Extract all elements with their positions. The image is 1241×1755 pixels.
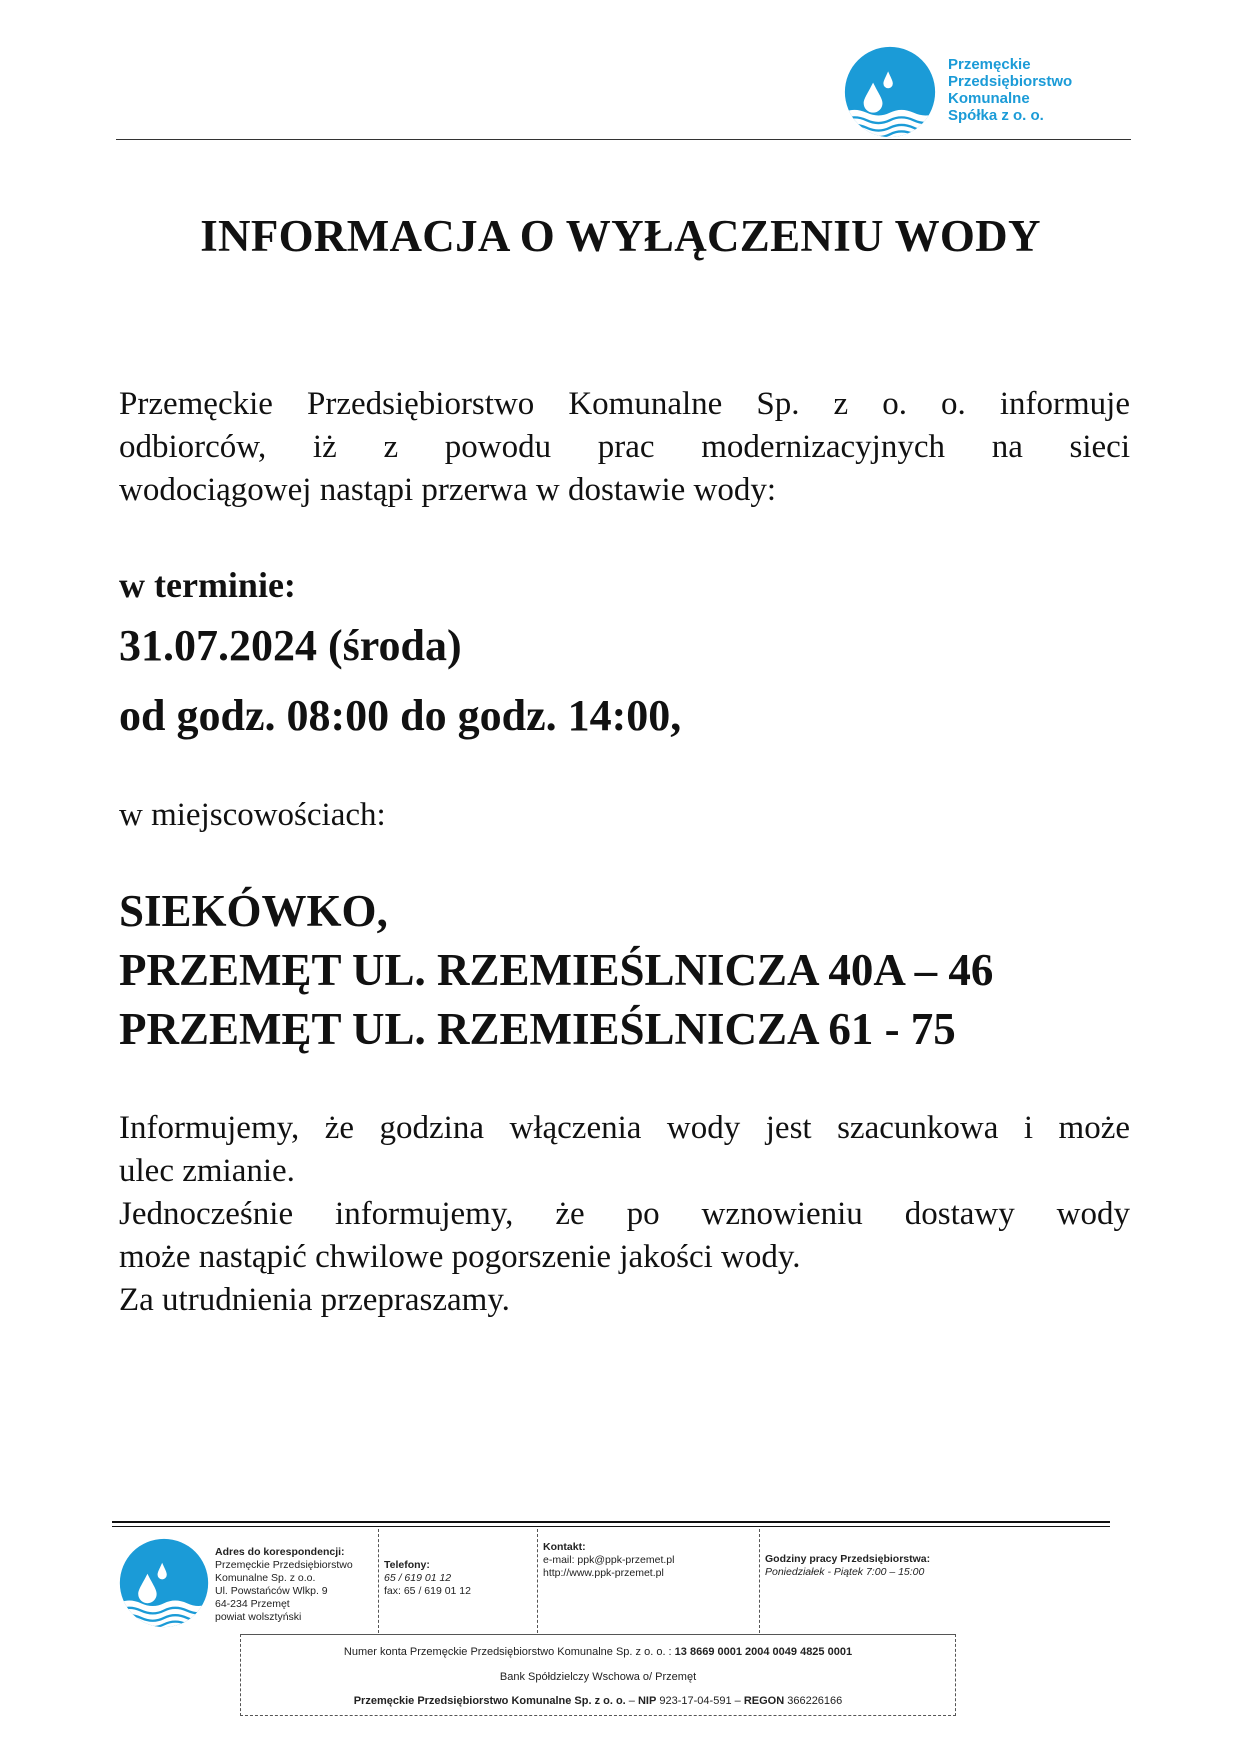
footer-contact (543, 1541, 674, 1580)
footer-separator (378, 1529, 379, 1633)
footer-separator (537, 1529, 538, 1633)
header-divider (116, 139, 1131, 140)
fax-number: fax: 65 / 619 01 12 (384, 1585, 471, 1597)
brand-line: Przemęckie (948, 56, 1031, 73)
nip-value: 923-17-04-591 (659, 1695, 732, 1707)
bank-account-row (241, 1646, 955, 1658)
footer-phones (384, 1559, 471, 1598)
place-item: PRZEMĘT UL. RZEMIEŚLNICZA 61 - 75 (119, 1004, 956, 1054)
outro-line: może nastąpić chwilowe pogorszenie jakości wody. (119, 1239, 801, 1275)
places-list (119, 882, 993, 1059)
bank-info-box (240, 1634, 956, 1716)
company-ids-row: Przemęckie Przedsiębiorstwo Komunalne Sp. z o. o. – NIP 923-17-04-591 – REGON 366226166 (353, 1695, 843, 1707)
contact-heading: Kontakt: (543, 1541, 586, 1553)
footer-hours (765, 1553, 930, 1579)
nip-label: NIP (637, 1695, 657, 1707)
hours-heading: Godziny pracy Przedsiębiorstwa: (765, 1553, 931, 1565)
footer-divider (112, 1521, 1110, 1523)
phone-number: 65 / 619 01 12 (384, 1572, 452, 1584)
contact-email[interactable]: e-mail: ppk@ppk-przemet.pl (543, 1554, 675, 1566)
place-item: PRZEMĘT UL. RZEMIEŚLNICZA 40A – 46 (119, 945, 994, 995)
footer-address (215, 1546, 353, 1624)
regon-value: 366226166 (787, 1695, 843, 1707)
intro-line: Przemęckie Przedsiębiorstwo Komunalne Sp. z o. o. informuje (119, 386, 1130, 422)
company-logo-icon (843, 45, 937, 139)
footer-logo-icon (118, 1537, 210, 1629)
footer-divider-thin (112, 1526, 1110, 1527)
brand-line: Spółka z o. o. (948, 107, 1044, 124)
outro-line: Informujemy, że godzina włączenia wody jest szacunkowa i może (119, 1110, 1130, 1146)
places-label: w miejscowościach: (119, 797, 386, 833)
address-heading: Adres do korespondencji: (215, 1546, 345, 1558)
intro-line: odbiorców, iż z powodu prac modernizacyjnych na sieci (119, 429, 1130, 465)
outage-date: 31.07.2024 (środa) (119, 621, 462, 670)
document-title: INFORMACJA O WYŁĄCZENIU WODY (200, 211, 1041, 261)
outage-hours: od godz. 08:00 do godz. 14:00, (119, 691, 682, 740)
address-line: Ul. Powstańców Wlkp. 9 (215, 1585, 328, 1597)
hours-value: Poniedziałek - Piątek 7:00 – 15:00 (765, 1566, 925, 1578)
company-name: Przemęckie Przedsiębiorstwo Komunalne Sp. z o. o. (353, 1695, 626, 1707)
outro-paragraph (119, 1107, 1130, 1322)
phones-heading: Telefony: (384, 1559, 430, 1571)
company-brand-name (948, 56, 1072, 124)
brand-line: Komunalne (948, 90, 1030, 107)
account-number: 13 8669 0001 2004 0049 4825 0001 (674, 1646, 853, 1658)
outro-line: Za utrudnienia przepraszamy. (119, 1282, 510, 1318)
address-line: Komunalne Sp. z o.o. (215, 1572, 316, 1584)
outro-line: ulec zmianie. (119, 1153, 295, 1189)
contact-website[interactable]: http://www.ppk-przemet.pl (543, 1567, 664, 1579)
address-line: Przemęckie Przedsiębiorstwo (215, 1559, 353, 1571)
outro-line: Jednocześnie informujemy, że po wznowieniu dostawy wody (119, 1196, 1130, 1232)
address-line: powiat wolsztyński (215, 1611, 302, 1623)
intro-paragraph (119, 383, 1130, 512)
term-label: w terminie: (119, 565, 296, 605)
footer-separator (759, 1529, 760, 1633)
address-line: 64-234 Przemęt (215, 1598, 290, 1610)
account-label: Numer konta Przemęckie Przedsiębiorstwo Komunalne Sp. z o. o. : (343, 1646, 672, 1658)
regon-label: REGON (743, 1695, 785, 1707)
intro-line: wodociągowej nastąpi przerwa w dostawie wody: (119, 472, 777, 508)
place-item: SIEKÓWKO, (119, 886, 388, 936)
brand-line: Przedsiębiorstwo (948, 73, 1073, 90)
bank-name: Bank Spółdzielczy Wschowa o/ Przemęt (499, 1671, 697, 1683)
